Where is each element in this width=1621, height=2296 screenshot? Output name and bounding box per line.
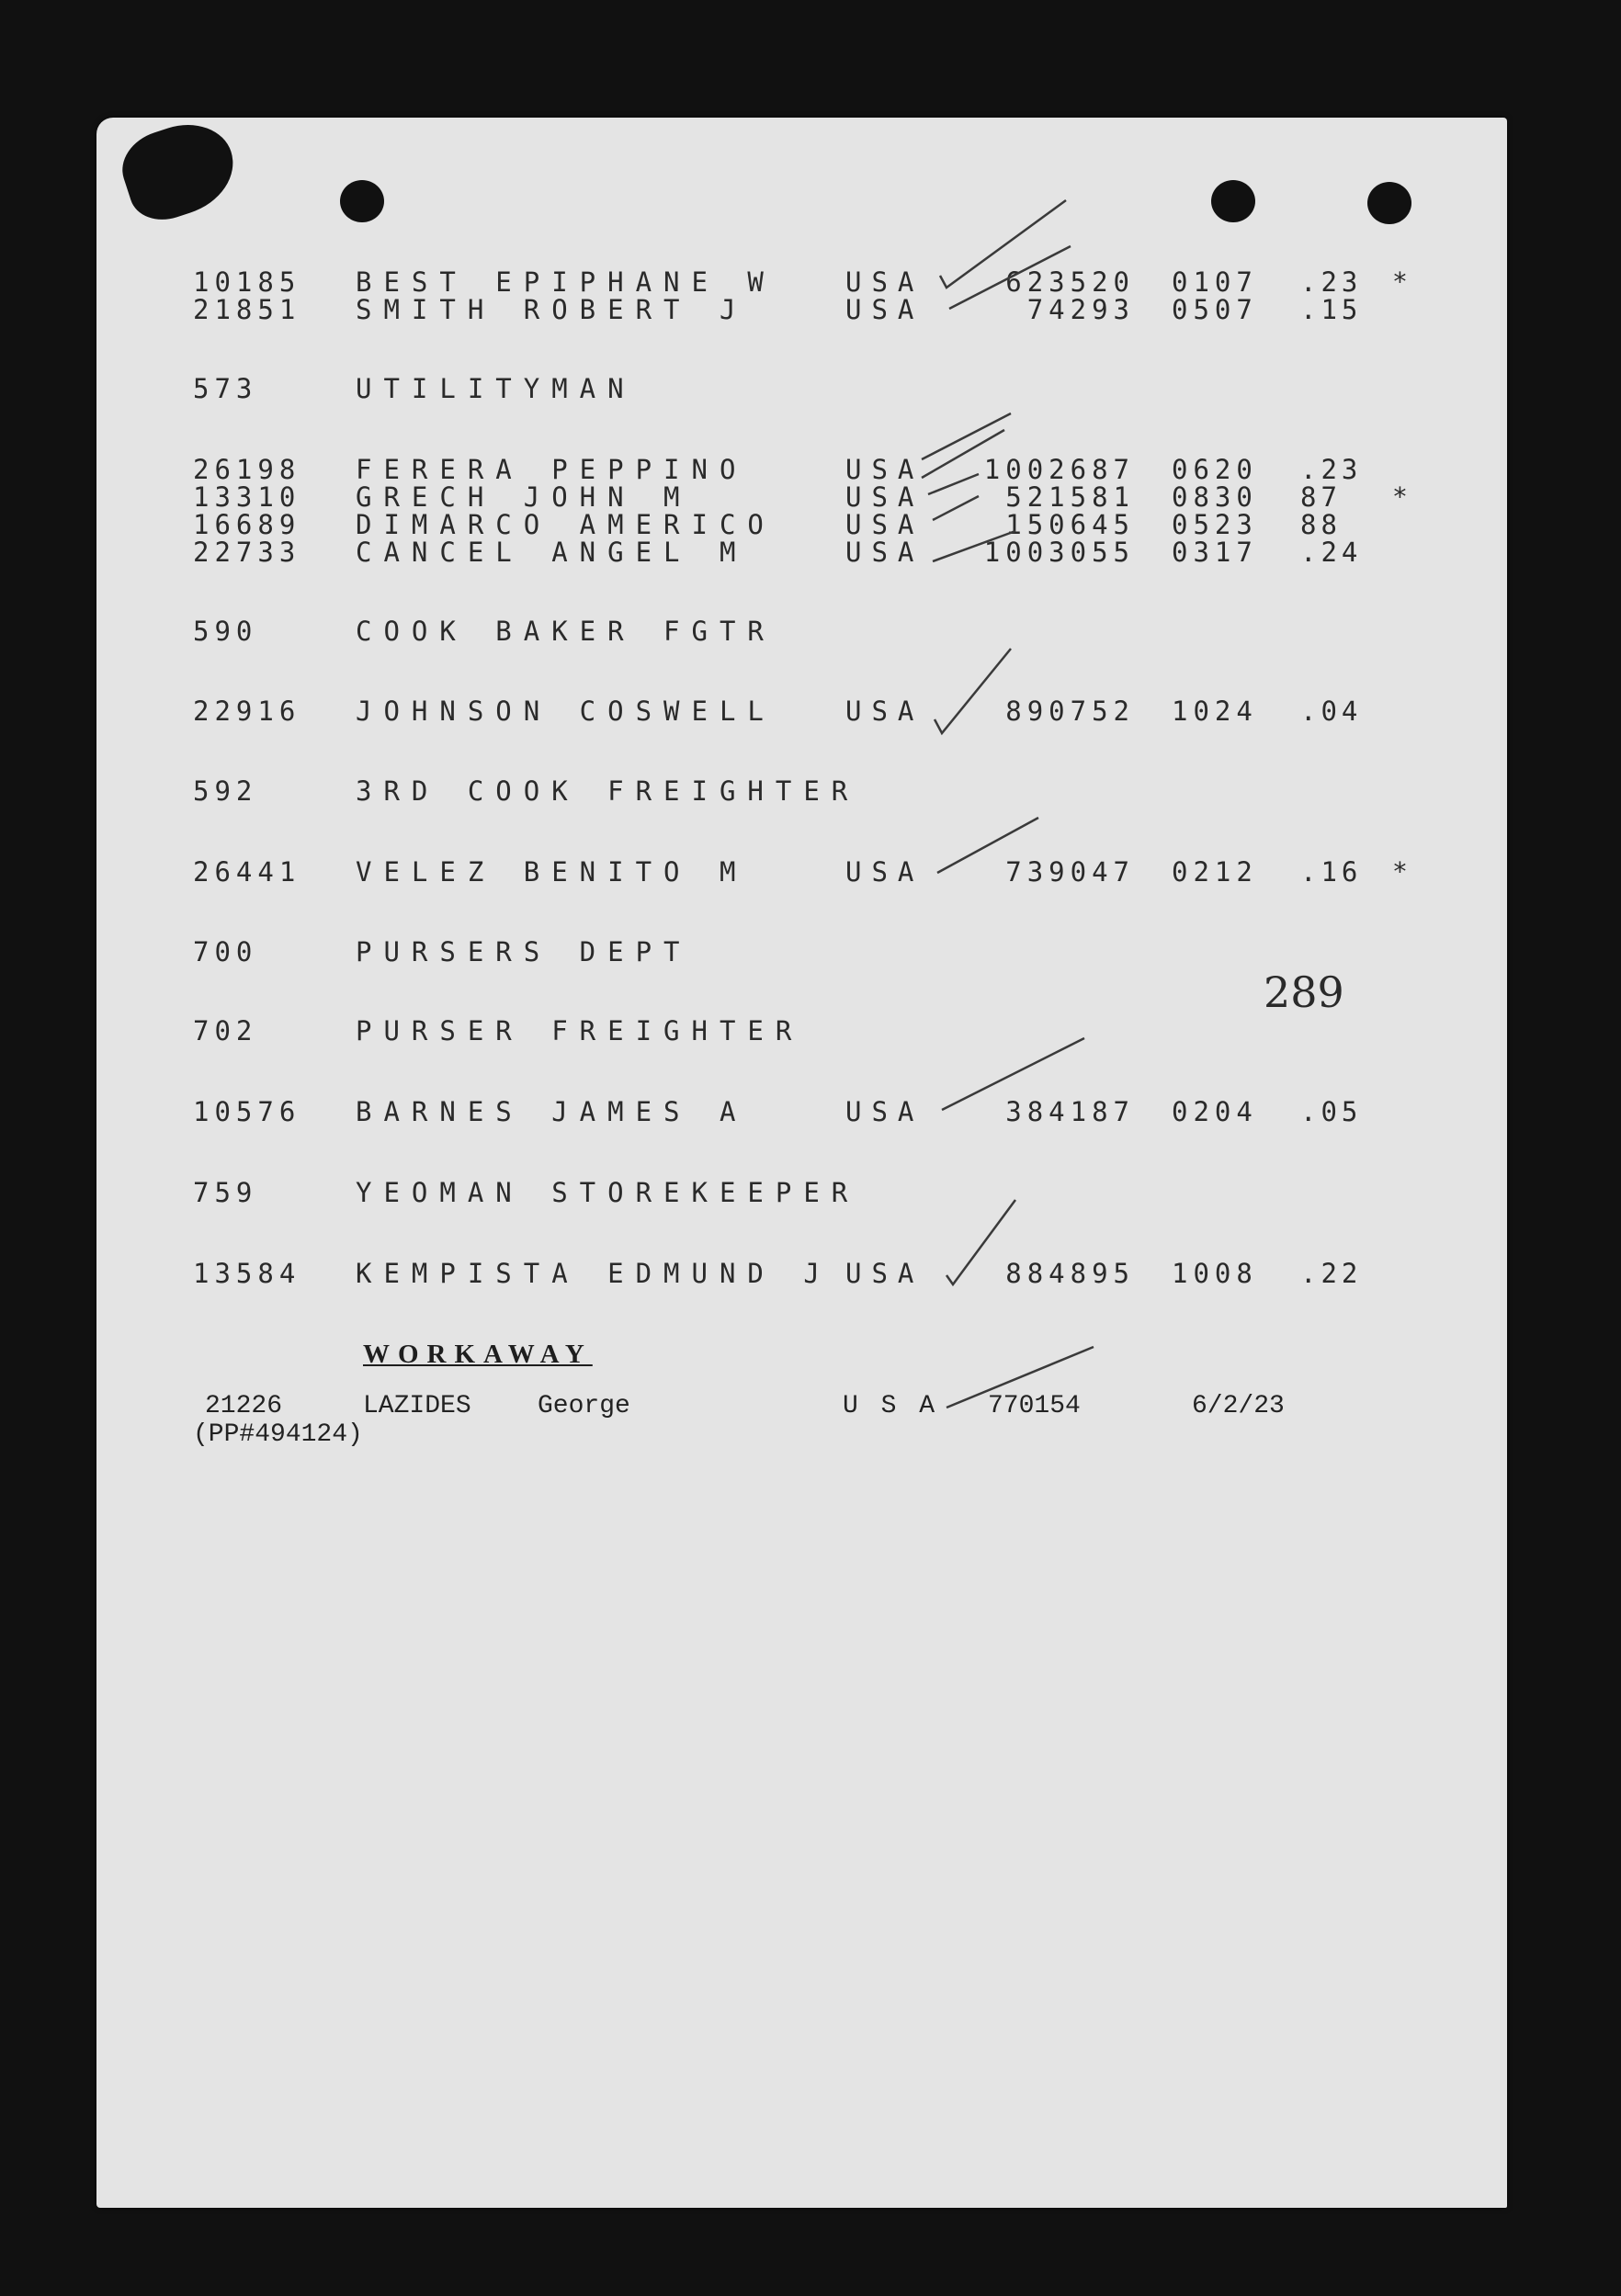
rating-title: UTILITYMAN — [356, 373, 636, 404]
workaway-id-number: 770154 — [988, 1392, 1081, 1420]
value-code: .24 — [1300, 537, 1363, 568]
punch-hole-right — [1367, 182, 1411, 224]
workaway-given-name: George — [538, 1392, 630, 1420]
document-number: 1002687 — [983, 454, 1135, 485]
book-number: 13584 — [193, 1258, 301, 1289]
rating-title: PURSERS DEPT — [356, 936, 692, 967]
workaway-heading: WORKAWAY — [363, 1340, 593, 1369]
value-code: .22 — [1300, 1258, 1363, 1289]
asterisk-mark: * — [1392, 266, 1408, 297]
date-code: 0523 — [1172, 509, 1258, 540]
nationality: USA — [845, 509, 924, 540]
value-code: 88 — [1300, 509, 1342, 540]
rating-heading-row — [96, 1177, 1507, 1208]
nationality: USA — [845, 294, 924, 325]
crew-name: CANCEL ANGEL M — [356, 537, 748, 568]
crew-name: DIMARCO AMERICO — [356, 509, 776, 540]
crew-member-row — [96, 696, 1507, 727]
crew-name: VELEZ BENITO M — [356, 856, 748, 888]
workaway-date: 6/2/23 — [1192, 1392, 1285, 1420]
nationality: USA — [845, 537, 924, 568]
document-number: 884895 — [1005, 1258, 1135, 1289]
crew-member-row — [96, 537, 1507, 568]
nationality: USA — [845, 454, 924, 485]
document-number: 623520 — [1005, 266, 1135, 298]
crew-member-row — [96, 1258, 1507, 1289]
rating-heading-row — [96, 936, 1507, 967]
nationality: USA — [845, 1096, 924, 1127]
crew-member-row — [96, 481, 1507, 513]
document-number: 1003055 — [983, 537, 1135, 568]
rating-code: 592 — [193, 775, 258, 807]
book-number: 22733 — [193, 537, 301, 568]
document-number: 384187 — [1005, 1096, 1135, 1127]
book-number: 22916 — [193, 696, 301, 727]
nationality: USA — [845, 481, 924, 513]
value-code: .04 — [1300, 696, 1363, 727]
document-page — [96, 118, 1507, 2208]
rating-code: 759 — [193, 1177, 258, 1208]
book-number: 16689 — [193, 509, 301, 540]
document-number: 739047 — [1005, 856, 1135, 888]
date-code: 0212 — [1172, 856, 1258, 888]
date-code: 1024 — [1172, 696, 1258, 727]
date-code: 0507 — [1172, 294, 1258, 325]
document-number: 890752 — [1005, 696, 1135, 727]
value-code: .23 — [1300, 266, 1363, 298]
nationality: USA — [845, 266, 924, 298]
crew-member-row — [96, 856, 1507, 888]
crew-name: BARNES JAMES A — [356, 1096, 748, 1127]
rating-code: 573 — [193, 373, 258, 404]
page-number: 289 — [1264, 967, 1344, 1017]
value-code: .23 — [1300, 454, 1363, 485]
punch-hole-center — [1211, 180, 1255, 222]
book-number: 26198 — [193, 454, 301, 485]
crew-member-row — [96, 1096, 1507, 1127]
value-code: 87 — [1300, 481, 1342, 513]
value-code: .05 — [1300, 1096, 1363, 1127]
crew-name: FERERA PEPPINO — [356, 454, 748, 485]
document-number: 74293 — [1026, 294, 1135, 325]
crew-member-row — [96, 454, 1507, 485]
nationality: USA — [845, 856, 924, 888]
crew-name: KEMPISTA EDMUND J — [356, 1258, 832, 1289]
rating-title: COOK BAKER FGTR — [356, 616, 776, 647]
rating-heading-row — [96, 373, 1507, 404]
workaway-surname: LAZIDES — [363, 1392, 471, 1420]
crew-name: BEST EPIPHANE W — [356, 266, 776, 298]
punch-hole-left — [340, 180, 384, 222]
rating-heading-row — [96, 775, 1507, 807]
value-code: .15 — [1300, 294, 1363, 325]
rating-heading-row — [96, 1015, 1507, 1046]
book-number: 21851 — [193, 294, 301, 325]
book-number: 26441 — [193, 856, 301, 888]
nationality: USA — [845, 1258, 924, 1289]
crew-name: SMITH ROBERT J — [356, 294, 748, 325]
book-number: 13310 — [193, 481, 301, 513]
crew-member-row — [96, 509, 1507, 540]
rating-code: 700 — [193, 936, 258, 967]
workaway-nationality: U S A — [843, 1392, 939, 1420]
rating-code: 590 — [193, 616, 258, 647]
book-number: 10185 — [193, 266, 301, 298]
document-number: 150645 — [1005, 509, 1135, 540]
crew-name: GRECH JOHN M — [356, 481, 692, 513]
date-code: 0204 — [1172, 1096, 1258, 1127]
check-mark — [922, 413, 1011, 459]
book-number: 10576 — [193, 1096, 301, 1127]
date-code: 1008 — [1172, 1258, 1258, 1289]
asterisk-mark: * — [1392, 481, 1408, 512]
value-code: .16 — [1300, 856, 1363, 888]
date-code: 0317 — [1172, 537, 1258, 568]
torn-corner — [113, 118, 244, 229]
rating-code: 702 — [193, 1015, 258, 1046]
nationality: USA — [845, 696, 924, 727]
rating-title: YEOMAN STOREKEEPER — [356, 1177, 860, 1208]
rating-title: PURSER FREIGHTER — [356, 1015, 804, 1046]
workaway-passport: (PP#494124) — [193, 1420, 363, 1449]
asterisk-mark: * — [1392, 856, 1408, 887]
date-code: 0830 — [1172, 481, 1258, 513]
rating-heading-row — [96, 616, 1507, 647]
crew-member-row — [96, 294, 1507, 325]
workaway-number: 21226 — [205, 1392, 283, 1420]
handwritten-check-marks — [96, 118, 1507, 1496]
crew-name: JOHNSON COSWELL — [356, 696, 776, 727]
date-code: 0107 — [1172, 266, 1258, 298]
date-code: 0620 — [1172, 454, 1258, 485]
document-number: 521581 — [1005, 481, 1135, 513]
rating-title: 3RD COOK FREIGHTER — [356, 775, 860, 807]
crew-member-row — [96, 266, 1507, 298]
